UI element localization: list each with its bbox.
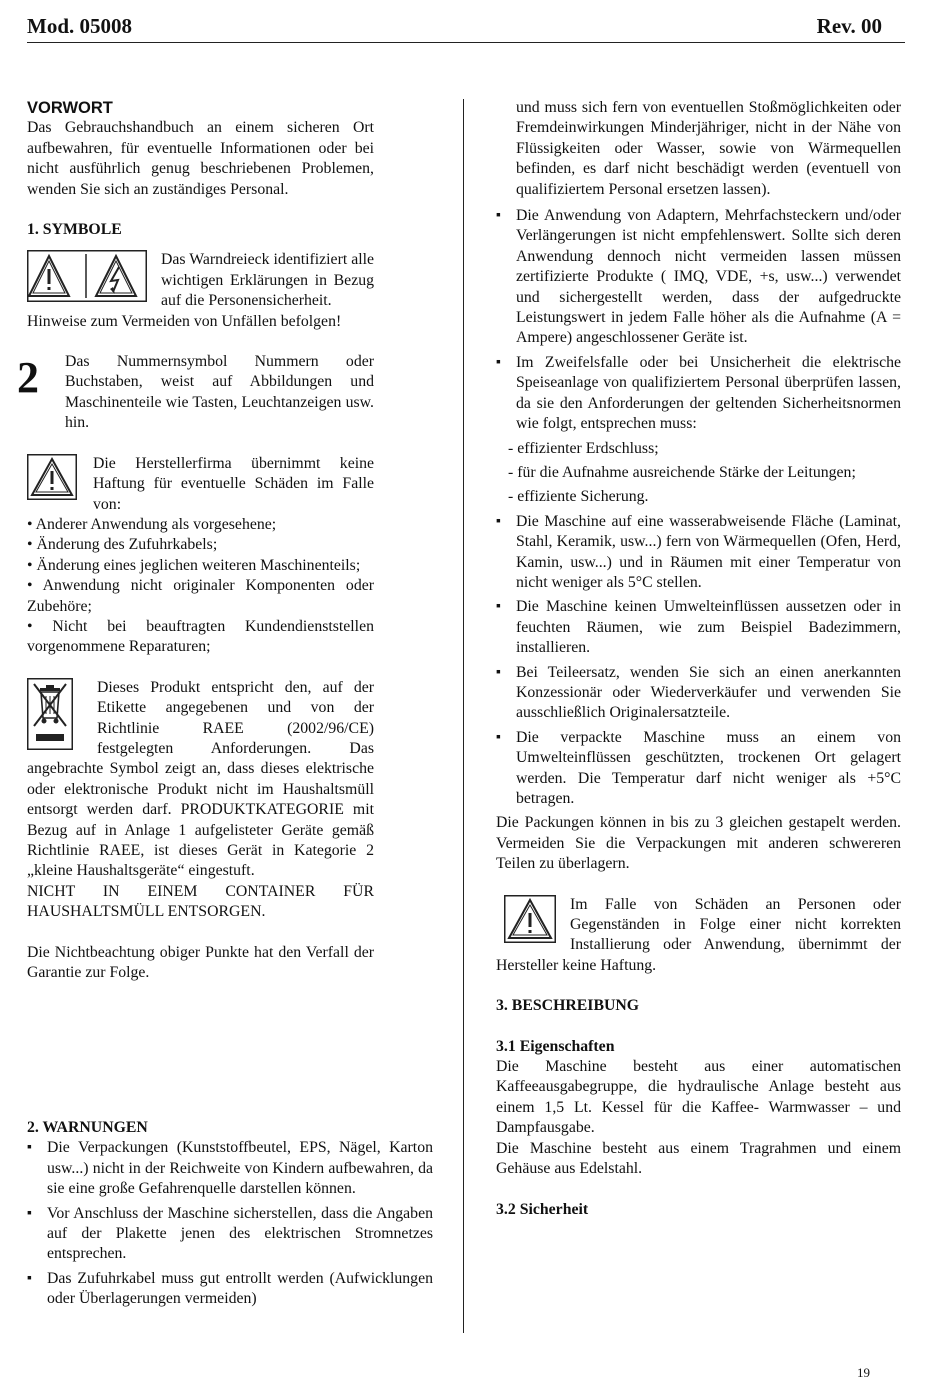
warnung-item: ▪ Im Zweifelsfalle oder bei Unsicherheit die elektrische Speiseanlage von qualifiziertem Personal überprüfen lassen, da sie den Anforderungen der geltenden Sicherheitsnormen wie folgt, entsprechen muss: <box>496 353 901 435</box>
sicherheit-heading: 3.2 Sicherheit <box>496 1200 589 1218</box>
column-divider <box>463 99 464 1333</box>
warnung-item: ▪ Die Verpackungen (Kunststoffbeutel, EPS, Nägel, Karton usw...) nicht in der Reichweite von Kindern aufbewahren, da sie eine große Gefahrenquelle darstellen können. <box>27 1138 433 1199</box>
requirement-item: - für die Aufnahme ausreichende Stärke der Leitungen; <box>508 463 856 481</box>
warnung-item: ▪ Die Maschine auf eine wasserabweisende Fläche (Laminat, Stahl, Keramik, usw...) fern von Wärmequellen (Ofen, Herd, Kamin, usw...) und in Räumen mit einer Temperatur von nicht weniger als 5°C stellen. <box>496 512 901 594</box>
requirement-item: - effizienter Erdschluss; <box>508 439 659 457</box>
warning-triangle-icon <box>504 895 556 943</box>
eigenschaften-text: Die Maschine besteht aus einer automatischen Kaffeeausgabegruppe, die hydraulische Anlage besteht aus einem 1,5 Lt. Kessel für die Kaffee- Warmwasser – und Dampfausgabe. <box>496 1058 901 1137</box>
liability-warning-box <box>27 454 77 500</box>
liability-item: • Anwendung nicht originaler Komponenten oder Zubehöre; <box>27 577 374 615</box>
warning-electric-icon <box>27 250 147 302</box>
header-rule <box>27 42 905 43</box>
vorwort-heading: VORWORT <box>27 99 113 117</box>
page-number: 19 <box>857 1365 870 1380</box>
liability-item: • Nicht bei beauftragten Kundendienststellen vorgenommene Reparaturen; <box>27 617 374 656</box>
warnungen-section <box>27 1118 433 1314</box>
warnung-item: ▪ Vor Anschluss der Maschine sicherstellen, dass die Angaben auf der Plakette jenen des elektrischen Stromnetzes entsprechen. <box>27 1204 433 1265</box>
warnung-item: ▪ Die Anwendung von Adaptern, Mehrfachsteckern und/oder Verlängerungen ist nicht empfehlenswert. Sollte sich deren Anwendung dennoch nicht vermeiden lassen müssen zertifizierte Produkte ( IMQ, VDE, +s, usw...) verwendet und sichergestellt werden, dass der aufgedruckte Leistungswert in jedem Falle höher als die Aufnahme (A = Ampere) angeschlossener Geräte ist. <box>496 206 901 349</box>
liability-item: • Anderer Anwendung als vorgesehene; <box>27 515 277 533</box>
warnung-item: ▪ Bei Teileersatz, wenden Sie sich an einen anerkannten Konzessionär oder Wiederverkäufer und verwenden Sie ausschließlich Originalersatzteile. <box>496 663 901 724</box>
warning-triangle-text: Das Warndreieck identifiziert alle wichtigen Erklärungen in Bezug auf die Personensicherheit. <box>161 251 374 310</box>
cable-continued-text: und muss sich fern von eventuellen Stoßmöglichkeiten oder Fremdeinwirkungen Minderjähriger, nicht in der Nähe von Flüssigkeiten oder Wasser, sowie von Wärmequellen befinden, es darf nicht beschädigt werden (eventuell von qualifiziertem Personal ersetzen lassen). <box>516 99 901 198</box>
number-symbol: 2 <box>17 353 39 403</box>
eigenschaften-heading: 3.1 Eigenschaften <box>496 1037 615 1055</box>
raee-symbol-box <box>27 678 73 750</box>
symbole-heading: 1. SYMBOLE <box>27 221 122 239</box>
left-column <box>17 98 374 1003</box>
warning-triangle-icon <box>27 454 77 500</box>
revision-number: Rev. 00 <box>816 14 882 38</box>
warnung-item: ▪ Das Zufuhrkabel muss gut entrollt werden (Aufwicklungen oder Überlagerungen vermeiden) <box>27 1269 433 1310</box>
vorwort-text: Das Gebrauchshandbuch an einem sicheren Ort aufbewahren, für eventuelle Informationen oder bei nicht ausführlich genug beschriebenen Problemen, wenden Sie sich an zuständiges Personal. <box>27 119 374 198</box>
right-column <box>496 98 901 1220</box>
warnungen-heading: 2. WARNUNGEN <box>27 1119 148 1136</box>
warnung-item: ▪ Die Maschine keinen Umwelteinflüssen aussetzen oder in feuchten Räumen, wie zum Beispiel Badezimmern, installieren. <box>496 597 901 658</box>
model-number: Mod. 05008 <box>27 14 132 38</box>
liability-item: • Änderung des Zufuhrkabels; <box>27 536 218 554</box>
warnung-item: ▪ Die verpackte Maschine muss an einem von Umwelteinflüssen geschützten, trockenen Ort gelagert werden. Die Temperatur darf nicht weniger als +5°C betragen. <box>496 728 901 810</box>
liability-item: • Änderung eines jeglichen weiteren Maschinenteils; <box>27 556 361 574</box>
damage-warning-box <box>504 895 556 943</box>
requirement-item: - effiziente Sicherung. <box>508 488 649 506</box>
beschreibung-heading: 3. BESCHREIBUNG <box>496 997 640 1015</box>
warning-hint-text: Hinweise zum Vermeiden von Unfällen befolgen! <box>27 312 342 330</box>
packing-text: Die Packungen können in bis zu 3 gleichen gestapelt werden. Vermeiden Sie die Verpackungen mit anderen schwereren Teilen zu überlagern. <box>496 814 901 873</box>
raee-disposal-warning: NICHT IN EINEM CONTAINER FÜR HAUSHALTSMÜLL ENTSORGEN. <box>27 882 374 921</box>
number-symbol-text: Das Nummernsymbol Nummern oder Buchstaben, weist auf Abbildungen und Maschinenteile wie Tasten, Leuchtanzeigen usw. hin. <box>65 353 374 432</box>
crossed-bin-icon <box>27 678 73 750</box>
warning-symbols-box <box>27 250 147 302</box>
guarantee-text: Die Nichtbeachtung obiger Punkte hat den Verfall der Garantie zur Folge. <box>27 943 374 982</box>
liability-text: Die Herstellerfirma übernimmt keine Haftung für eventuelle Schäden im Falle von: <box>93 454 374 513</box>
damage-liability-text: Im Falle von Schäden an Personen oder Gegenständen in Folge einer nicht korrekten Installierung oder Anwendung, übernimmt der Hersteller keine Haftung. <box>496 895 901 974</box>
raee-text: Dieses Produkt entspricht den, auf der Etikette angegebenen und von der Richtlinie RAEE (2002/96/CE) festgelegten Anforderungen. Das angebrachte Symbol zeigt an, dass dieses elektrische oder elektronische Produkt nicht im Haushaltsmüll entsorgt werden darf. PRODUKTKATEGORIE mit Bezug auf in Anlage 1 aufgelisteter Geräte gemäß Richtlinie RAEE, ist dieses Gerät in Kategorie 2 „kleine Haushaltsgeräte“ eingestuft. <box>27 678 374 880</box>
eigenschaften-text: Die Maschine besteht aus einem Tragrahmen und einem Gehäuse aus Edelstahl. <box>496 1139 901 1178</box>
